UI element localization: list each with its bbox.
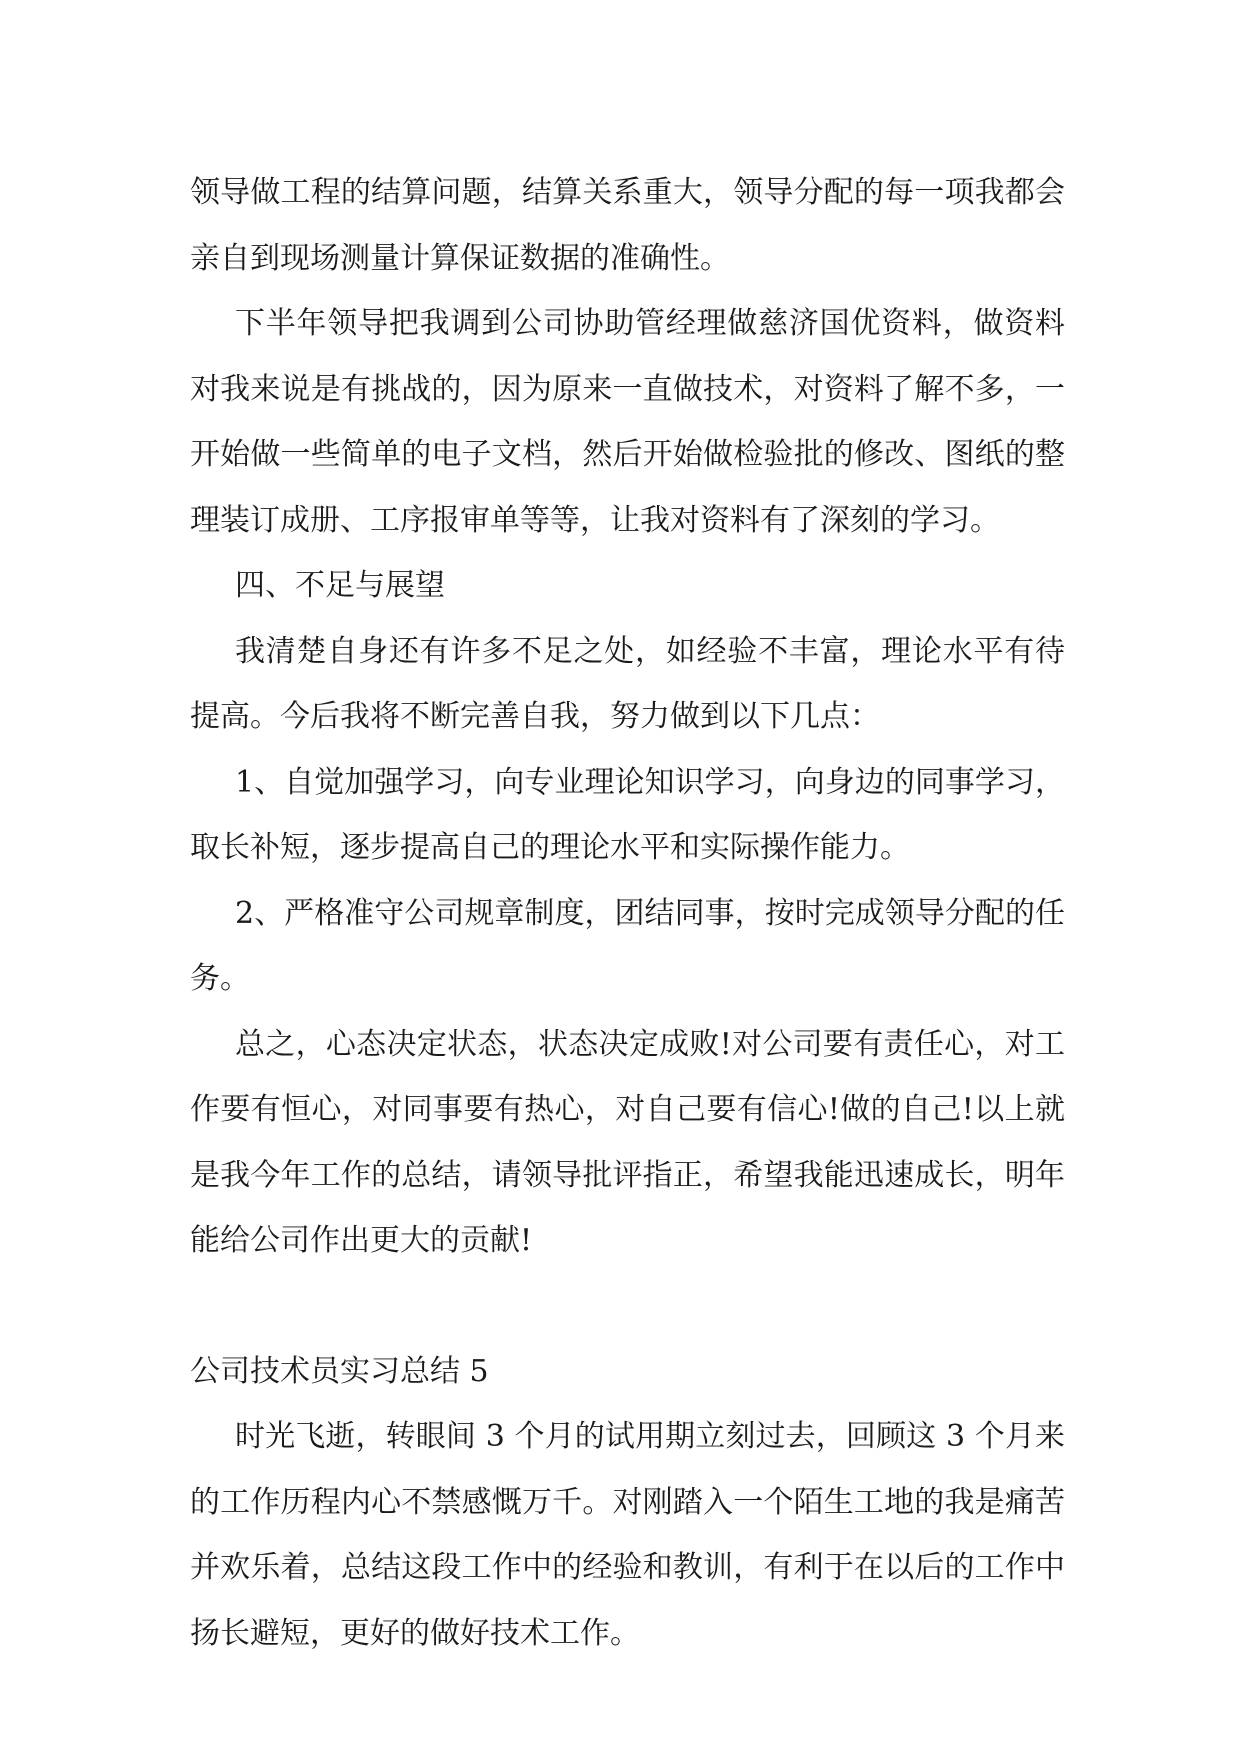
document-body [190, 160, 1065, 1666]
paragraph-trial-period: 时光飞逝，转眼间 3 个月的试用期立刻过去，回顾这 3 个月来的工作历程内心不禁感慨万千。对刚踏入一个陌生工地的我是痛苦并欢乐着，总结这段工作中的经验和教训，有利于在以后的工作中扬长避短，更好的做好技术工作。 [190, 1419, 1065, 1651]
section-title: 公司技术员实习总结 5 [190, 1353, 489, 1389]
paragraph-conclusion: 总之，心态决定状态，状态决定成败!对公司要有责任心，对工作要有恒心，对同事要有热心，对自己要有信心!做的自己!以上就是我今年工作的总结，请领导批评指正，希望我能迅速成长，明年能给公司作出更大的贡献! [190, 1026, 1065, 1258]
list-item-1-study: 1、自觉加强学习，向专业理论知识学习，向身边的同事学习，取长补短，逐步提高自己的理论水平和实际操作能力。 [190, 764, 1065, 865]
paragraph-settlement: 领导做工程的结算问题，结算关系重大，领导分配的每一项我都会亲自到现场测量计算保证数据的准确性。 [190, 175, 1065, 276]
list-item-2-rules: 2、严格准守公司规章制度，团结同事，按时完成领导分配的任务。 [190, 895, 1065, 996]
heading-shortcomings-outlook: 四、不足与展望 [235, 568, 445, 603]
paragraph-second-half-year: 下半年领导把我调到公司协助管经理做慈济国优资料，做资料对我来说是有挑战的，因为原来一直做技术，对资料了解不多，一开始做一些简单的电子文档，然后开始做检验批的修改、图纸的整理装订成册、工序报审单等等，让我对资料有了深刻的学习。 [190, 306, 1065, 538]
paragraph-shortcomings: 我清楚自身还有许多不足之处，如经验不丰富，理论水平有待提高。今后我将不断完善自我，努力做到以下几点： [190, 633, 1065, 734]
